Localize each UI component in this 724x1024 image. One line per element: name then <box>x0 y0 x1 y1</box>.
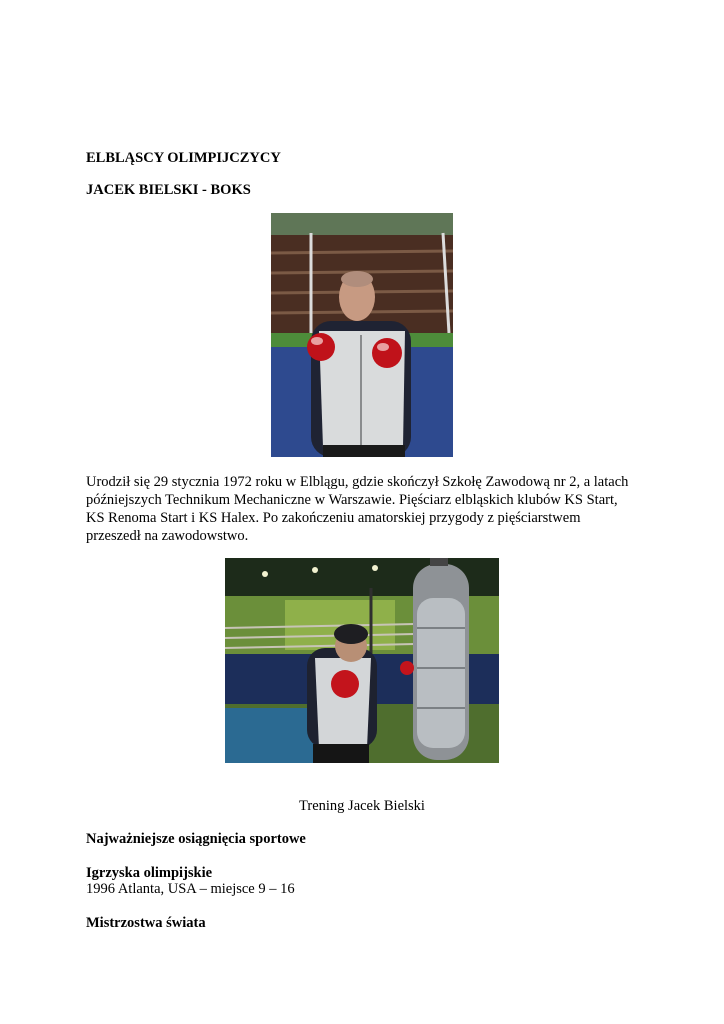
biography-line: przeszedł na zawodowstwo. <box>86 528 249 544</box>
olympics-heading: Igrzyska olimpijskie <box>86 865 213 881</box>
biography-paragraph <box>86 473 646 545</box>
document-title: ELBLĄSCY OLIMPIJCZYCY <box>86 150 281 166</box>
boxer-portrait-photo <box>271 213 453 457</box>
world-championships-heading: Mistrzostwa świata <box>86 915 206 931</box>
olympics-result: 1996 Atlanta, USA – miejsce 9 – 16 <box>86 881 295 897</box>
biography-line: późniejszych Technikum Mechaniczne w Warszawie. Pięściarz elbląskich klubów KS Start, <box>86 492 618 508</box>
biography-line: KS Renoma Start i KS Halex. Po zakończeniu amatorskiej przygody z pięściarstwem <box>86 510 581 526</box>
photo-caption: Trening Jacek Bielski <box>299 798 425 814</box>
biography-line: Urodził się 29 stycznia 1972 roku w Elblągu, gdzie skończył Szkołę Zawodową nr 2, a latach <box>86 474 629 490</box>
document-subtitle: JACEK BIELSKI - BOKS <box>86 182 251 198</box>
achievements-heading: Najważniejsze osiągnięcia sportowe <box>86 831 306 847</box>
training-photo <box>225 558 499 763</box>
